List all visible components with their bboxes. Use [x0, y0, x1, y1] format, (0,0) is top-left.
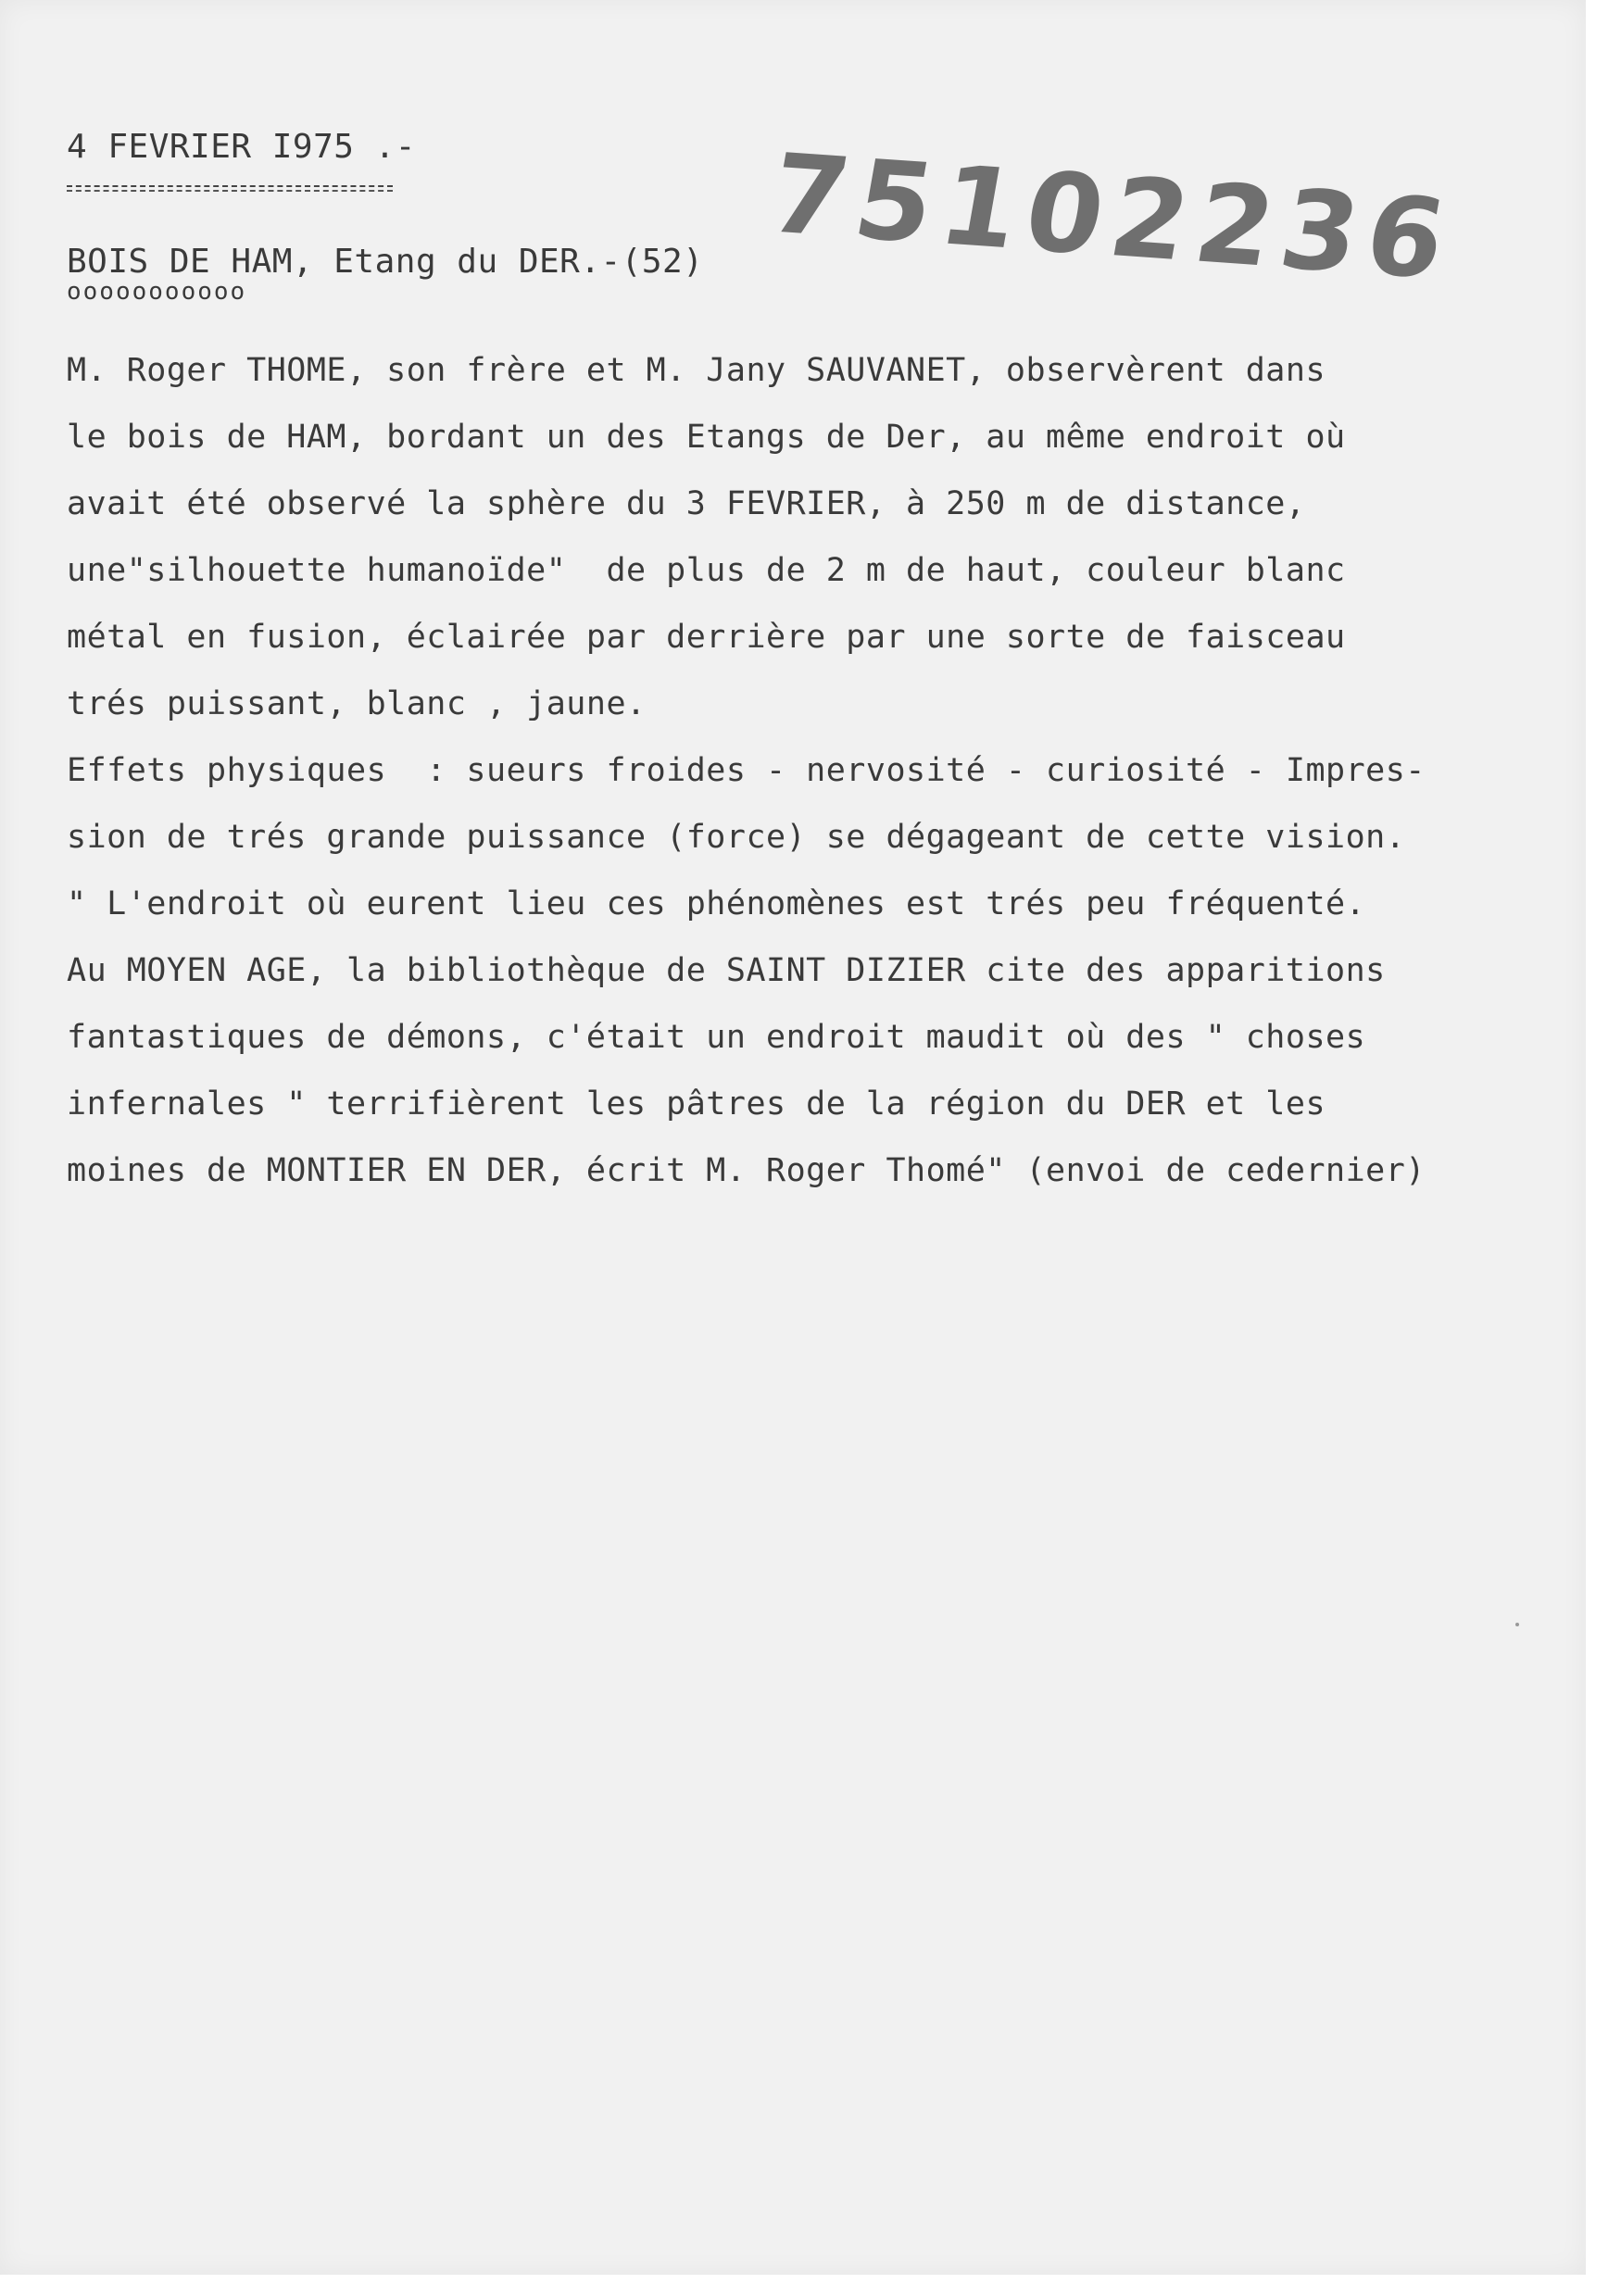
report-line: avait été observé la sphère du 3 FEVRIER, à 250 m de distance,	[67, 485, 1306, 522]
date-underline	[67, 185, 393, 192]
scan-margin-bottom	[0, 2275, 1621, 2296]
report-line: M. Roger THOME, son frère et M. Jany SAUVANET, observèrent dans	[67, 352, 1326, 389]
location-heading: BOIS DE HAM, Etang du DER.-(52)	[67, 243, 704, 281]
report-line: trés puissant, blanc , jaune.	[67, 685, 647, 722]
report-body	[67, 352, 1567, 1219]
report-line: moines de MONTIER EN DER, écrit M. Roger Thomé" (envoi de cedernier)	[67, 1152, 1426, 1189]
report-line: une"silhouette humanoïde" de plus de 2 m de haut, couleur blanc	[67, 552, 1346, 589]
report-line: Au MOYEN AGE, la bibliothèque de SAINT DIZIER cite des apparitions	[67, 952, 1386, 989]
report-line: infernales " terrifièrent les pâtres de la région du DER et les	[67, 1085, 1326, 1123]
location-underline: ooooooooooo	[67, 278, 247, 306]
report-line: " L'endroit où eurent lieu ces phénomènes est trés peu fréquenté.	[67, 885, 1366, 922]
scan-margin-right	[1586, 0, 1621, 2296]
report-line: Effets physiques : sueurs froides - nervosité - curiosité - Impres-	[67, 752, 1426, 789]
date-heading: 4 FEVRIER I975 .-	[67, 128, 416, 166]
paper-speck	[1515, 1623, 1519, 1626]
report-line: sion de trés grande puissance (force) se dégageant de cette vision.	[67, 819, 1406, 856]
report-line: le bois de HAM, bordant un des Etangs de Der, au même endroit où	[67, 419, 1346, 456]
report-line: fantastiques de démons, c'était un endroit maudit où des " choses	[67, 1019, 1366, 1056]
reference-number-stamp: 75102236	[760, 130, 1464, 305]
report-line: métal en fusion, éclairée par derrière par une sorte de faisceau	[67, 619, 1346, 656]
